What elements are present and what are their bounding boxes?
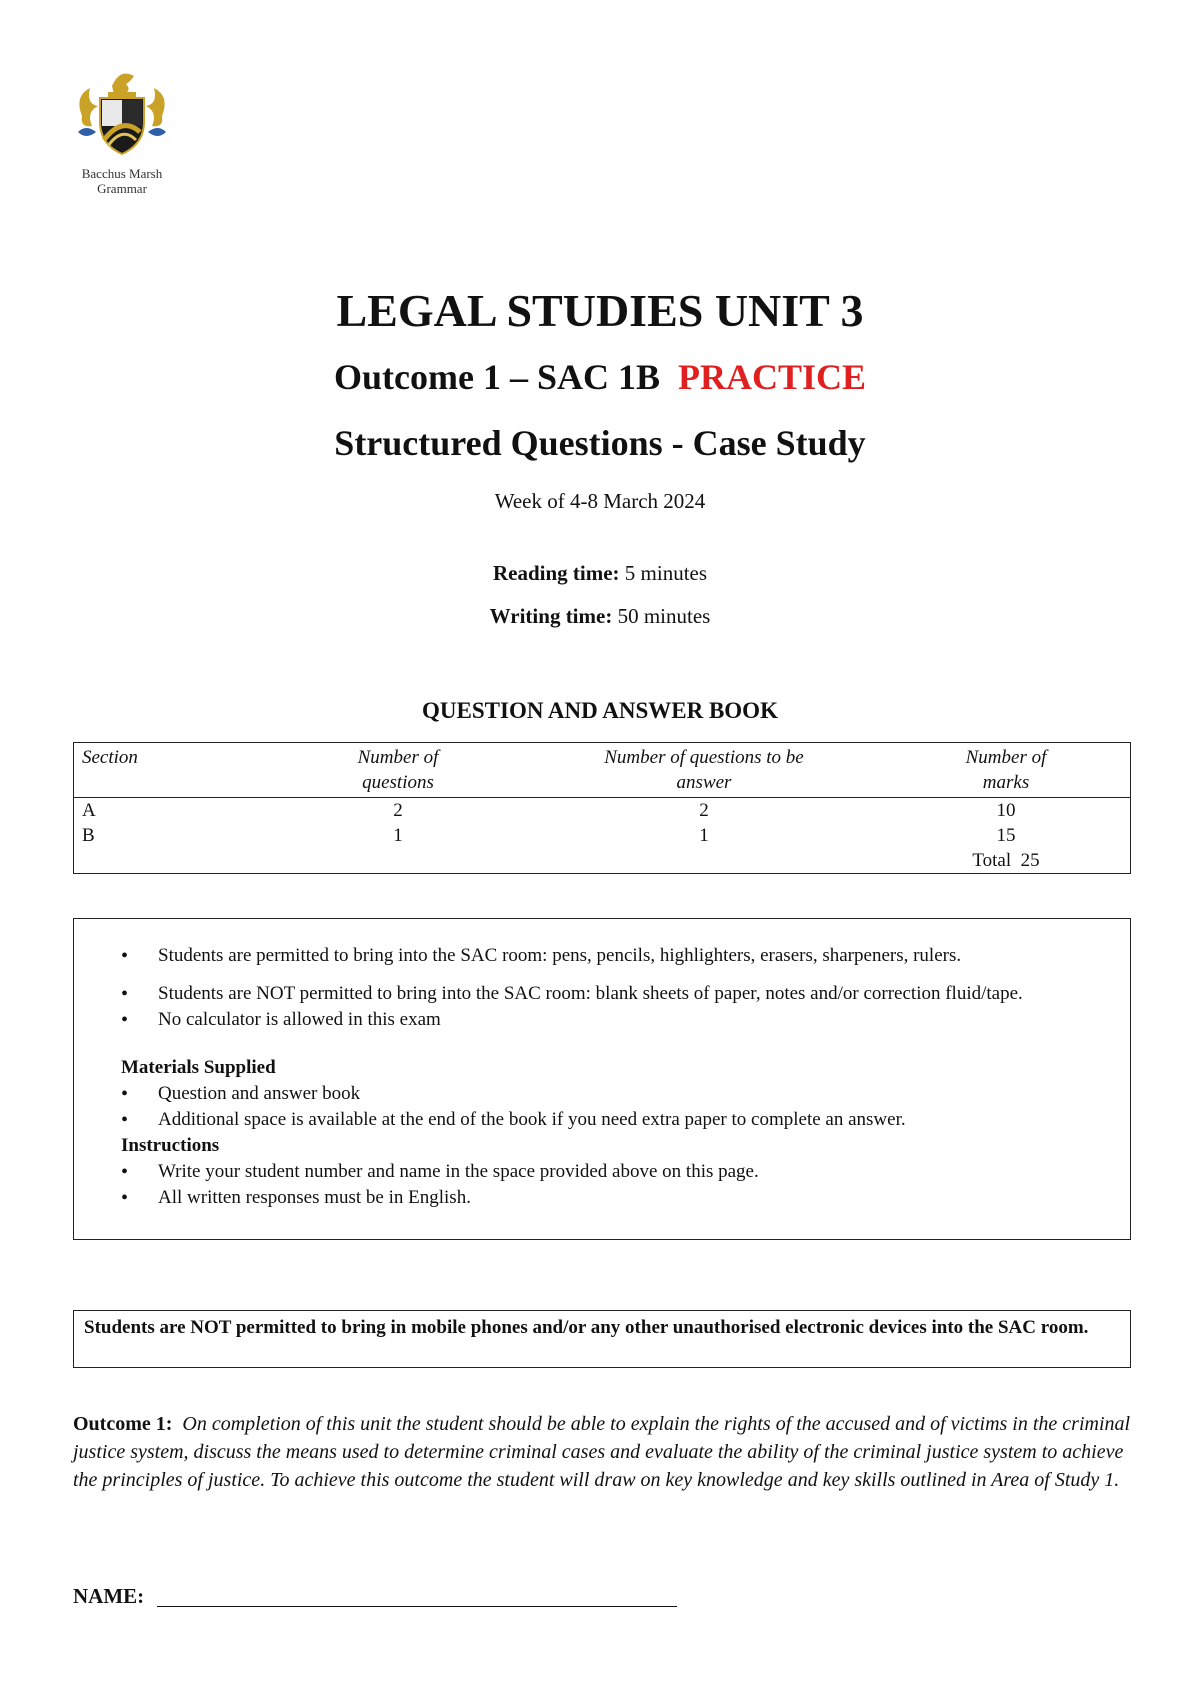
table-cell: 2 bbox=[699, 800, 709, 821]
list-item: • Question and answer book bbox=[74, 1081, 1130, 1107]
subtitle-main: Outcome 1 – SAC 1B bbox=[333, 357, 660, 397]
instructions-heading: Instructions bbox=[121, 1135, 220, 1156]
table-header-cell: Number of questions to be answer bbox=[526, 743, 882, 798]
table-row bbox=[74, 798, 1131, 824]
book-title: QUESTION AND ANSWER BOOK bbox=[422, 698, 778, 723]
total-cell bbox=[882, 848, 1131, 874]
week-text: Week of 4-8 March 2024 bbox=[494, 489, 706, 513]
rules-list bbox=[74, 943, 1130, 1033]
rules-box bbox=[73, 918, 1131, 1240]
subtitle bbox=[0, 356, 1200, 398]
logo-line-2: Grammar bbox=[97, 181, 147, 196]
table-header-row bbox=[74, 743, 1131, 798]
list-item: • Write your student number and name in the space provided above on this page. bbox=[74, 1159, 1130, 1185]
list-item: • Students are permitted to bring into the SAC room: pens, pencils, highlighters, erasers, sharpeners, rulers. bbox=[74, 943, 1130, 969]
reading-time-value: 5 minutes bbox=[624, 561, 708, 585]
table-cell: 2 bbox=[393, 800, 403, 821]
table-header-cell: Number of questions bbox=[270, 743, 526, 798]
table-cell: A bbox=[82, 800, 96, 821]
materials-heading: Materials Supplied bbox=[121, 1057, 276, 1078]
total-label: Total bbox=[972, 850, 1012, 871]
list-item: • Additional space is available at the end of the book if you need extra paper to complete an answer. bbox=[74, 1107, 1130, 1133]
table-cell: 1 bbox=[699, 825, 709, 846]
table-cell: 15 bbox=[996, 825, 1016, 846]
outcome-statement bbox=[73, 1410, 1131, 1494]
name-field[interactable] bbox=[157, 1606, 677, 1607]
table-cell: B bbox=[82, 825, 95, 846]
name-label: NAME: bbox=[73, 1584, 145, 1608]
school-crest-icon bbox=[72, 66, 172, 162]
table-row bbox=[74, 823, 1131, 848]
instructions-list bbox=[74, 1159, 1130, 1211]
school-logo bbox=[64, 66, 180, 196]
logo-line-1: Bacchus Marsh bbox=[81, 166, 163, 181]
table-header-cell: Number of marks bbox=[882, 743, 1131, 798]
list-item: • No calculator is allowed in this exam bbox=[74, 1007, 1130, 1033]
writing-time-value: 50 minutes bbox=[617, 604, 711, 628]
sections-table bbox=[73, 742, 1131, 874]
table-header-cell: Section bbox=[74, 743, 271, 798]
reading-time-label: Reading time: bbox=[492, 561, 620, 585]
writing-time bbox=[0, 604, 1200, 629]
table-cell: 1 bbox=[393, 825, 403, 846]
practice-label: PRACTICE bbox=[677, 357, 866, 397]
reading-time bbox=[0, 561, 1200, 586]
page-title: LEGAL STUDIES UNIT 3 bbox=[336, 285, 864, 336]
total-value: 25 bbox=[1020, 850, 1040, 871]
outcome-text: On completion of this unit the student should be able to explain the rights of the accused and of victims in the criminal justice system, discuss the means used to determine criminal cases and evaluate the ability of the criminal justice system to achieve the principles of justice. To achieve this outcome the student will draw on key knowledge and key skills outlined in Area of Study 1. bbox=[73, 1413, 1131, 1491]
logo-text bbox=[64, 166, 180, 196]
materials-list bbox=[74, 1081, 1130, 1133]
table-cell: 10 bbox=[996, 800, 1016, 821]
list-item: • Students are NOT permitted to bring into the SAC room: blank sheets of paper, notes and/or correction fluid/tape. bbox=[74, 981, 1130, 1007]
warning-box: Students are NOT permitted to bring in mobile phones and/or any other unauthorised electronic devices into the SAC room. bbox=[73, 1310, 1131, 1368]
list-item: • All written responses must be in English. bbox=[74, 1185, 1130, 1211]
outcome-label: Outcome 1: bbox=[73, 1413, 173, 1435]
table-total-row bbox=[74, 848, 1131, 874]
subtitle-2: Structured Questions - Case Study bbox=[334, 423, 866, 463]
writing-time-label: Writing time: bbox=[489, 604, 613, 628]
